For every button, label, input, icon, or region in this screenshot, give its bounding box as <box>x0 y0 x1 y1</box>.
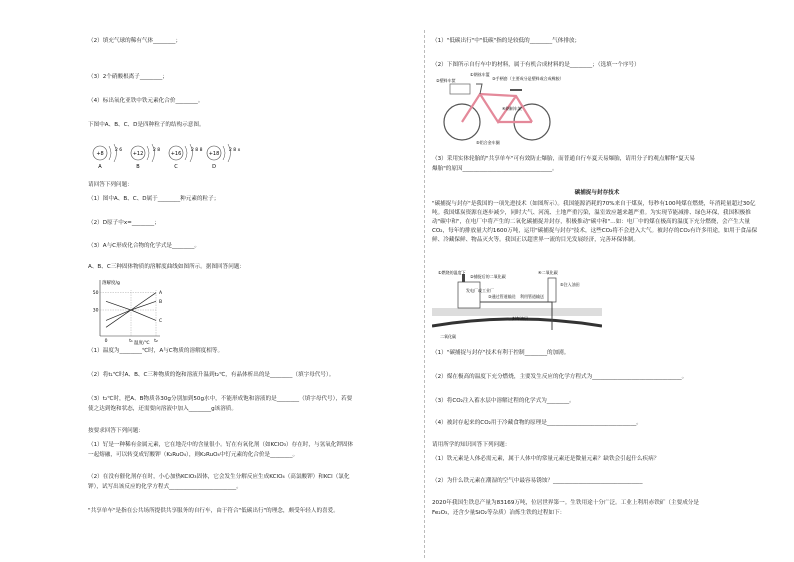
question-line: （3）t₂℃时，把A、B物质各30g分别加到50g水中，不能形成饱和溶液的是________（填字母代号），若要 <box>88 396 353 402</box>
atom-label: A <box>98 164 102 170</box>
question-line: 一起熔融，可以转变成钌酸钾（K₂RuO₄），则K₂RuO₄中钌元素的化合价是________。 <box>88 452 299 458</box>
question-line: （2）煤在极高的温度下充分燃烧，主要发生反应的化学方程式为________________________________。 <box>432 374 688 380</box>
diagram-label: 利用管道输送 <box>520 294 544 299</box>
question-line: （4）被封存起来的CO₂用于冷藏食物的原理是________________________________。 <box>432 420 642 426</box>
diagram-label: ④二氧化碳 <box>538 270 558 275</box>
atom-d <box>207 144 241 170</box>
chimney <box>462 274 465 282</box>
question-line: 使之达到饱和状态，还需要向溶液中加入________g该溶质。 <box>88 406 237 412</box>
right-column <box>432 0 762 562</box>
atom-shells: 2 8 8 <box>191 148 203 153</box>
question-line: （1）"碳捕捉与封存"技术有利于控制________的加剧。 <box>432 350 570 356</box>
atom-b <box>131 144 160 170</box>
atom-label: D <box>212 164 216 170</box>
bike-label: ⑤铝合金车圈 <box>476 140 500 145</box>
question-line: 2020年我国生铁总产量为83169万吨，位居世界第一。生铁用途十分广泛。工业上利用赤铁矿（主要成分是 <box>432 500 699 506</box>
question-line: （1）图中A、B、C、D属于________种元素的粒子； <box>88 196 220 202</box>
series-label: C <box>159 318 163 324</box>
question-line: （2）填充气球的稀有气体________； <box>88 38 182 44</box>
x-tick-label: t₂ <box>154 339 158 344</box>
atom-nucleus: +8 <box>96 151 104 157</box>
question-line: （4）标出氧化亚铁中铁元素化合价________。 <box>88 98 204 104</box>
question-line: （2）下图所示自行车中的材料，属于有机合成材料的是________；（选填一个序号） <box>432 62 640 68</box>
atom-nucleus: +18 <box>208 151 220 157</box>
question-line: （2）为什么铁元素在潮湿的空气中最容易锈蚀？________________________________ <box>432 478 643 484</box>
question-line: （3）2个硝酸根离子________； <box>88 74 168 80</box>
question-line: （3）A与C形成化合物的化学式是________。 <box>88 243 200 249</box>
question-line: （1）钌是一种稀有金属元素，它在地壳中的含量很小。钌在有氧化剂（如KClO₃）存在时，与氢氧化钾固体 <box>88 442 354 448</box>
diagram-label: ①燃烧的温度下 <box>438 270 466 275</box>
question-line: （1）"低碳出行"中"低碳"指的是较低的________气体排放； <box>432 38 581 44</box>
question-line: （1）温度为________℃时，A与C物质的溶解度相等。 <box>88 348 224 354</box>
solubility-chart <box>88 276 168 346</box>
atom-shells: 2 8 x <box>229 148 241 153</box>
y-tick-label: 50 <box>92 291 99 297</box>
question-line: Fe₂O₃，还含少量SiO₂等杂质）冶炼生铁的过程如下： <box>432 510 566 516</box>
series-label: A <box>159 291 163 297</box>
bike-label: ③手柄套（主要成分是塑料或合成橡胶） <box>492 76 564 81</box>
atom-label: C <box>174 164 178 170</box>
left-column <box>88 0 416 562</box>
atom-nucleus: +16 <box>170 151 182 157</box>
question-line: （2）D原子中x=________； <box>88 220 160 226</box>
question-line: （3）将CO₂注入蓄水层中溶解过程的化学式为________。 <box>432 398 575 404</box>
diagram-label: 二氧化碳 <box>440 334 456 339</box>
diagram-label: ③通过管道输送 <box>488 294 516 299</box>
bike-label: ①钢丝车篮 <box>470 72 490 77</box>
x-tick-label: 0 <box>104 339 108 344</box>
atom-a <box>93 144 122 170</box>
atom-nucleus: +12 <box>132 151 144 157</box>
atom-shells: 2 6 <box>115 148 123 153</box>
question-intro: A、B、C三种固体物质的溶解度曲线如图所示。据图回答问题： <box>88 264 246 270</box>
question-line: （1）铁元素是人体必需元素，属于人体中的常量元素还是微量元素？缺铁会引起什么疾病？ <box>432 456 660 462</box>
atom-label: B <box>136 164 140 170</box>
question-line: （2）在没有催化剂存在时，小心加热KClO₃固体，它会发生分解反应生成KClO₄（高氯酸钾）和KCl（氯化 <box>88 474 350 480</box>
diagram-label: ②捕捉后的二氧化碳 <box>470 274 506 279</box>
question-intro: 下图中A、B、C、D是四种粒子的结构示意图。 <box>88 122 205 128</box>
y-tick-label: 30 <box>92 308 99 314</box>
x-tick-label: t₁ <box>129 339 133 344</box>
atom-c <box>169 144 203 170</box>
question-line: 钾），试写出该反应的化学方程式________________________。 <box>88 484 242 490</box>
question-intro: "共享单车"是指在公共场所提供共享服务的自行车，由于符合"低碳出行"的理念，颇受年轻人的喜爱。 <box>88 508 339 514</box>
ground-layer <box>432 308 602 316</box>
atom-shells: 2 8 <box>153 148 161 153</box>
bicycle-illustration <box>436 70 566 146</box>
column-divider <box>424 30 425 558</box>
question-line: （2）将t₁℃时A、B、C三种物质的饱和溶液升温到t₂℃，有晶体析出的是________（填字母代号）。 <box>88 372 335 378</box>
diagram-label: ⑤注入油田 <box>560 282 580 287</box>
bike-basket <box>450 84 470 94</box>
article-paragraph: "碳捕捉与封存"是我国的一项先进技术（如图所示）。我国能源消耗的70%来自于煤炭，每秒有100吨煤在燃烧，年消耗量超过30亿吨。我国煤炭资源在逐步减少，同时大气、河流、土地严重污染，温室效应越来越严重。为实现节能减排、绿色环保，我国积极推动"碳中和"，在电厂中将产生的二氧化碳捕捉并封存，积极推动"碳中和"…如：电厂中的煤在极高的温度下充分燃烧，会产生大量CO₂，每年的排放量大约1600万吨，运用"碳捕捉与封存"技术，这些CO₂将不会进入大气。被封存的CO₂有许多用途，如用于食品保鲜、冷藏保鲜、物品灭火等。我国正以超世界一流的目光发展经济，完善环保体制。 <box>432 201 758 243</box>
injection-tower <box>548 278 556 302</box>
y-axis-label: 溶解度/g <box>102 281 120 286</box>
bike-label: ④钢制车架 <box>502 106 522 111</box>
question-line: 爆胎"的原因________________________________。 <box>432 166 558 172</box>
x-axis-label: 温度/℃ <box>134 341 150 346</box>
carbon-capture-diagram <box>432 268 602 342</box>
question-intro: 请用所学的知识回答下列问题： <box>432 442 511 448</box>
power-plant <box>458 282 480 308</box>
question-line: 请回答下列问题： <box>88 182 133 188</box>
handlebar <box>476 84 482 94</box>
diagram-label: 封存油层 <box>512 316 528 321</box>
diagram-label: 发电厂或工业厂 <box>466 288 494 293</box>
bike-label: ②塑料车筐 <box>436 78 456 83</box>
question-line: （3）采用实体轮胎的"共享单车"可有效防止爆胎，而普通自行车夏天易爆胎，请用分子的观点解释"夏天易 <box>432 156 695 162</box>
series-label: B <box>159 299 163 305</box>
question-intro: 按要求回答下列问题： <box>88 428 144 434</box>
article-title: 碳捕捉与封存技术 <box>574 190 620 196</box>
atom-structure-diagram <box>88 138 248 170</box>
